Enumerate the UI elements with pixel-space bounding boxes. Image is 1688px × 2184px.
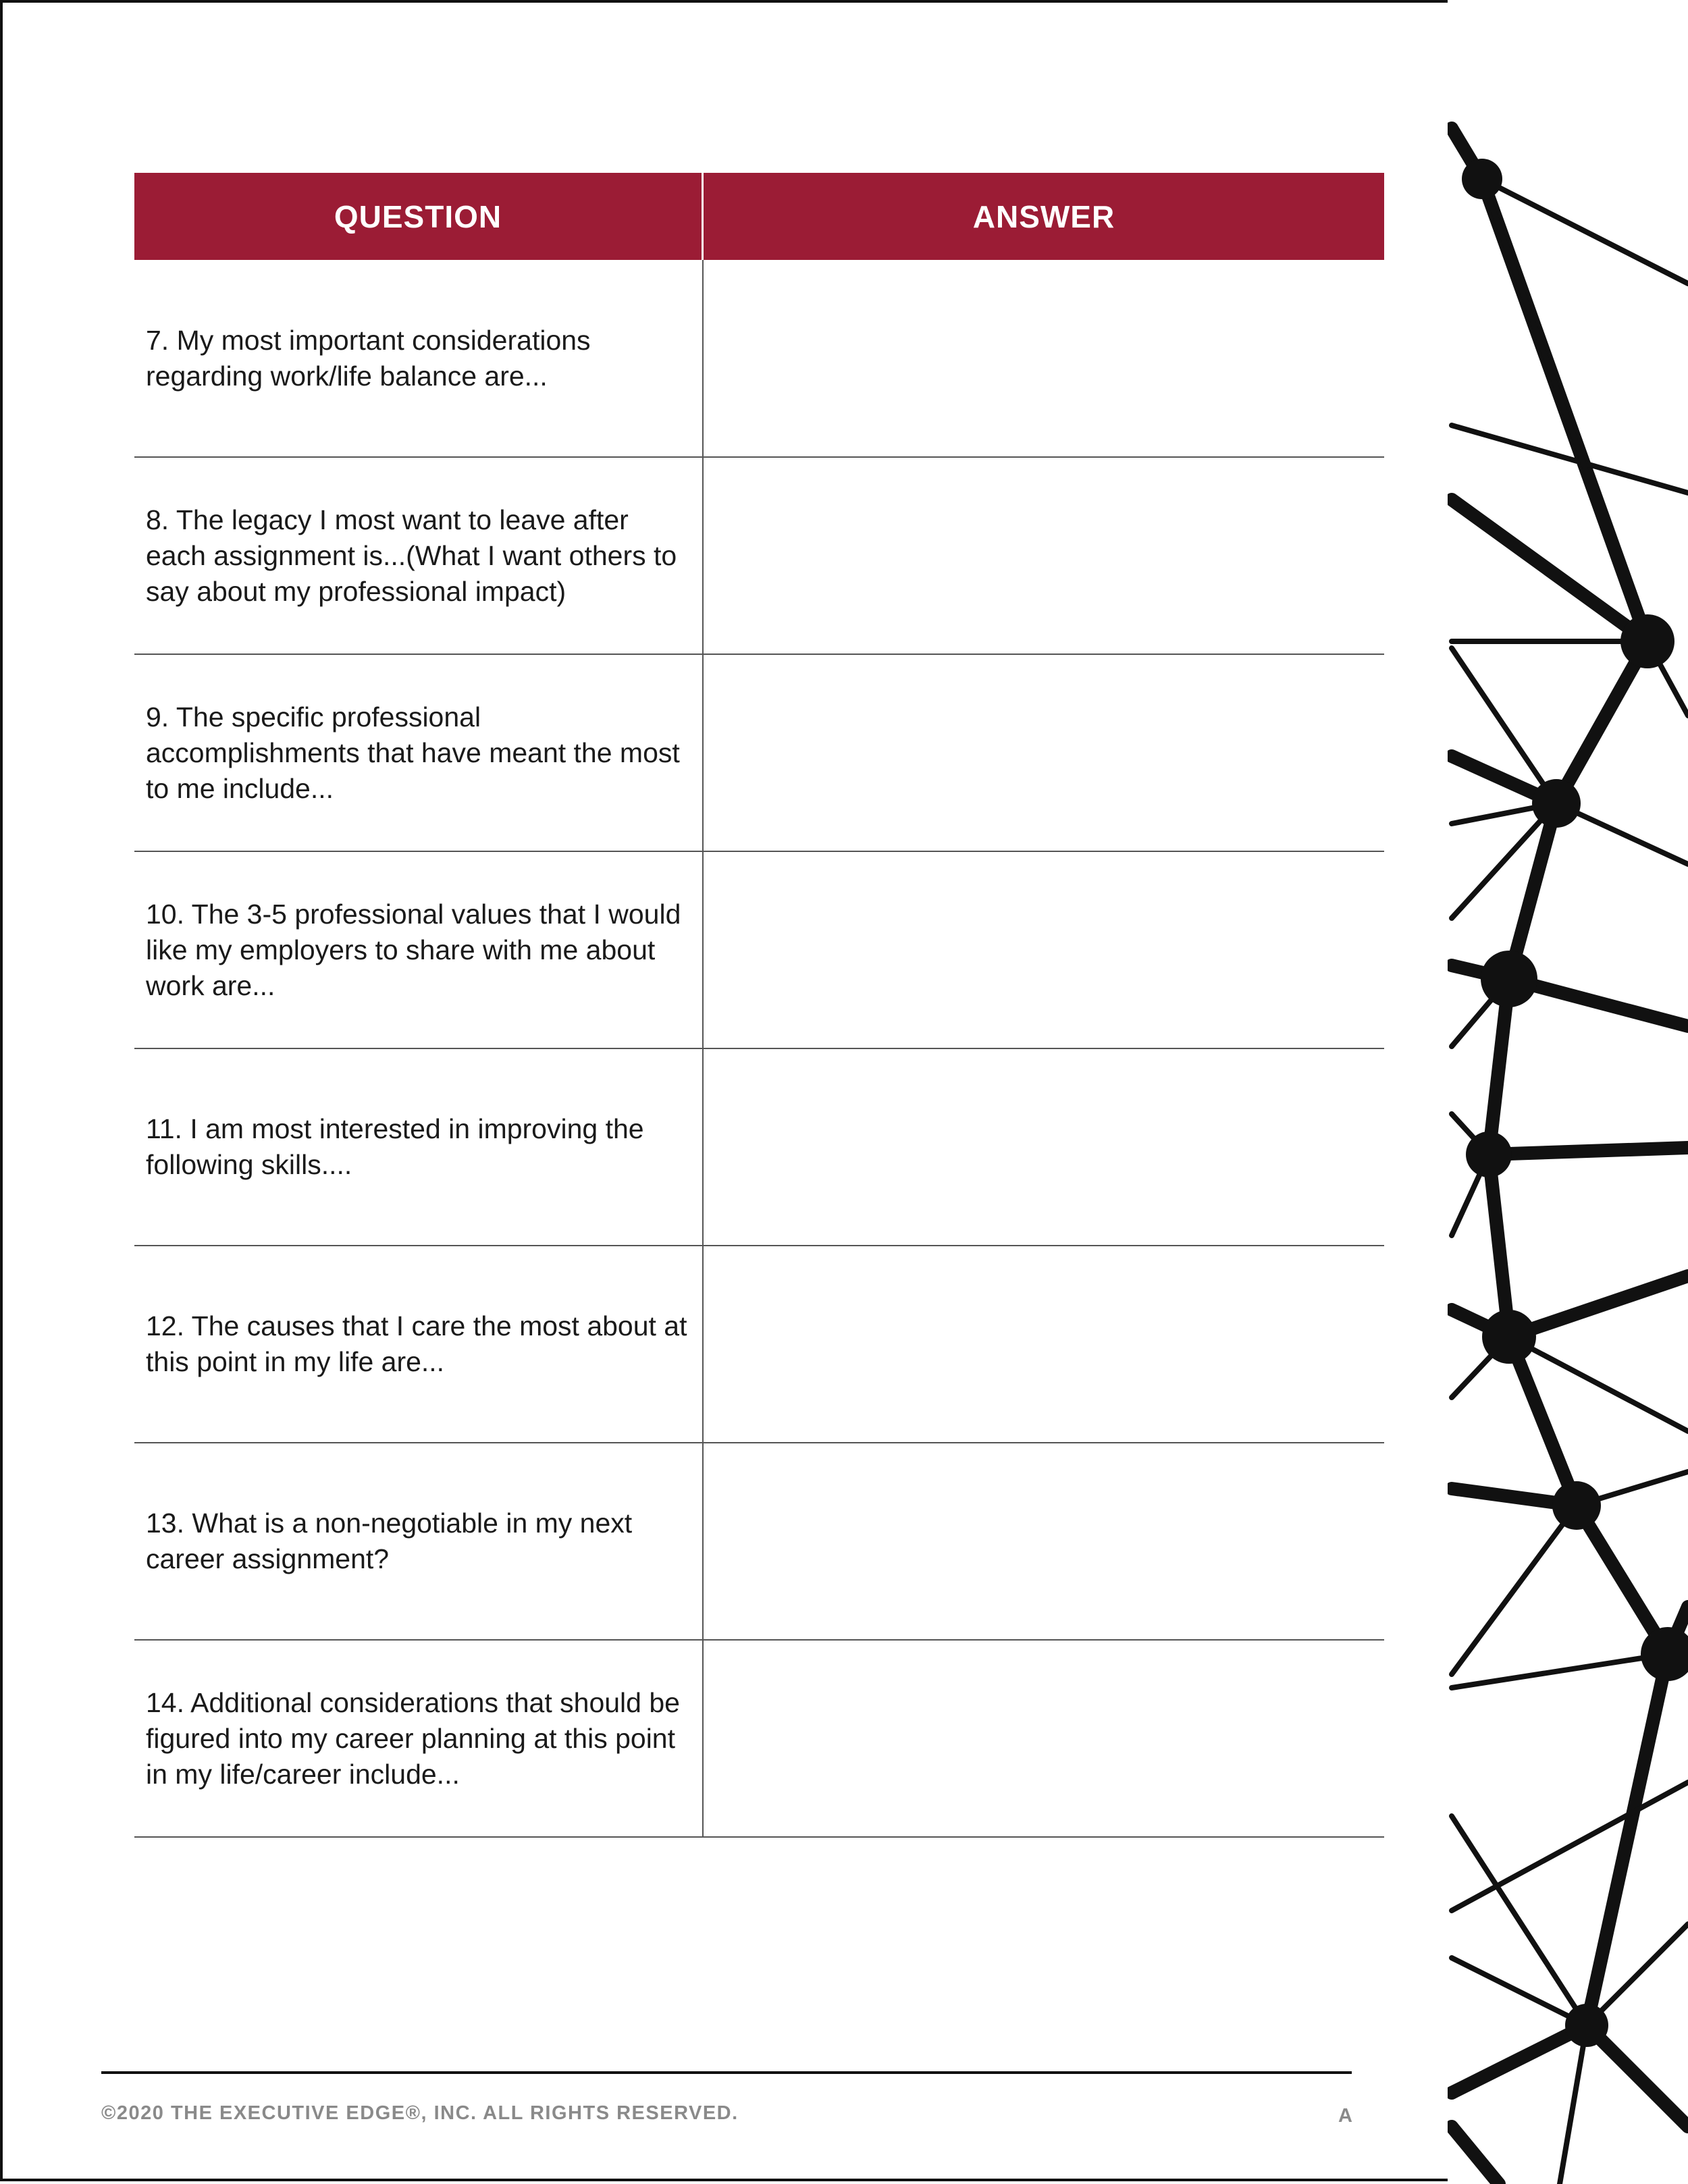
question-cell: 13. What is a non-negotiable in my next career assignment? (134, 1443, 703, 1640)
qa-table (134, 173, 1384, 1838)
network-pattern-decoration (1448, 0, 1688, 2184)
table-row (134, 654, 1384, 851)
copyright-notice: ©2020 THE EXECUTIVE EDGE®, INC. ALL RIGHTS RESERVED. (101, 2102, 739, 2124)
question-cell: 9. The specific professional accomplishments that have meant the most to me include... (134, 654, 703, 851)
table-header-row (134, 173, 1384, 260)
table-row (134, 1246, 1384, 1443)
question-cell: 10. The 3-5 professional values that I would like my employers to share with me about work are... (134, 851, 703, 1048)
answer-cell[interactable] (703, 1246, 1385, 1443)
table-row (134, 1640, 1384, 1837)
table-row (134, 260, 1384, 457)
footer-divider (101, 2071, 1352, 2074)
question-cell: 7. My most important considerations regarding work/life balance are... (134, 260, 703, 457)
answer-column-header: ANSWER (703, 173, 1385, 260)
question-cell: 14. Additional considerations that should be figured into my career planning at this point in my life/career include... (134, 1640, 703, 1837)
answer-cell[interactable] (703, 1443, 1385, 1640)
table-row (134, 457, 1384, 654)
question-column-header: QUESTION (134, 173, 703, 260)
table-row (134, 851, 1384, 1048)
answer-cell[interactable] (703, 1640, 1385, 1837)
page-number: A (1338, 2105, 1352, 2127)
answer-cell[interactable] (703, 654, 1385, 851)
question-cell: 12. The causes that I care the most about at this point in my life are... (134, 1246, 703, 1443)
answer-cell[interactable] (703, 1048, 1385, 1246)
question-cell: 8. The legacy I most want to leave after each assignment is...(What I want others to say about my professional impact) (134, 457, 703, 654)
answer-cell[interactable] (703, 851, 1385, 1048)
answer-cell[interactable] (703, 457, 1385, 654)
answer-cell[interactable] (703, 260, 1385, 457)
table-row (134, 1443, 1384, 1640)
question-cell: 11. I am most interested in improving the following skills.... (134, 1048, 703, 1246)
table-row (134, 1048, 1384, 1246)
